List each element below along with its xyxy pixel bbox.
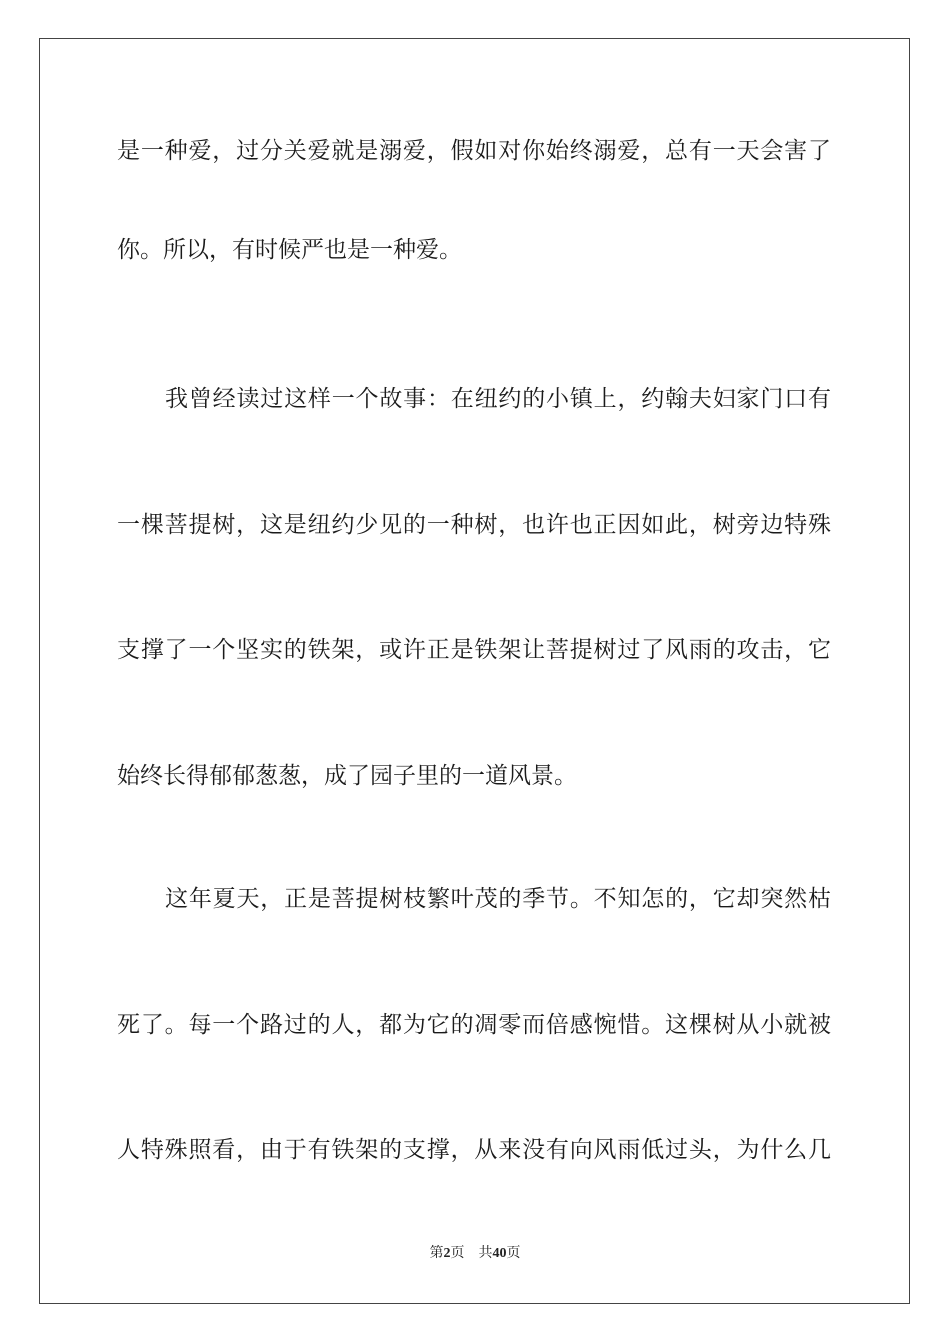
text-line-5: 支撑了一个坚实的铁架，或许正是铁架让菩提树过了风雨的攻击，它 [117,637,831,663]
text-line-1: 是一种爱，过分关爱就是溺爱，假如对你始终溺爱，总有一天会害了 [117,138,831,164]
page-footer [0,1245,950,1263]
total-suffix: 页 [506,1246,521,1261]
page-number: 2 [443,1246,451,1261]
total-pages: 40 [492,1246,507,1261]
text-line-7: 这年夏天，正是菩提树枝繁叶茂的季节。不知怎的，它却突然枯 [165,886,831,912]
text-line-6: 始终长得郁郁葱葱，成了园子里的一道风景。 [117,763,577,789]
page-border [39,38,910,1304]
total-prefix: 共 [478,1246,493,1261]
text-line-4: 一棵菩提树，这是纽约少见的一种树，也许也正因如此，树旁边特殊 [117,512,831,538]
page-suffix: 页 [450,1246,465,1261]
text-line-3: 我曾经读过这样一个故事：在纽约的小镇上，约翰夫妇家门口有 [165,386,831,412]
text-line-2: 你。所以，有时候严也是一种爱。 [117,237,462,263]
text-line-9: 人特殊照看，由于有铁架的支撑，从来没有向风雨低过头，为什么几 [117,1137,831,1163]
text-line-8: 死了。每一个路过的人，都为它的凋零而倍感惋惜。这棵树从小就被 [117,1012,831,1038]
page-prefix: 第 [429,1246,444,1261]
